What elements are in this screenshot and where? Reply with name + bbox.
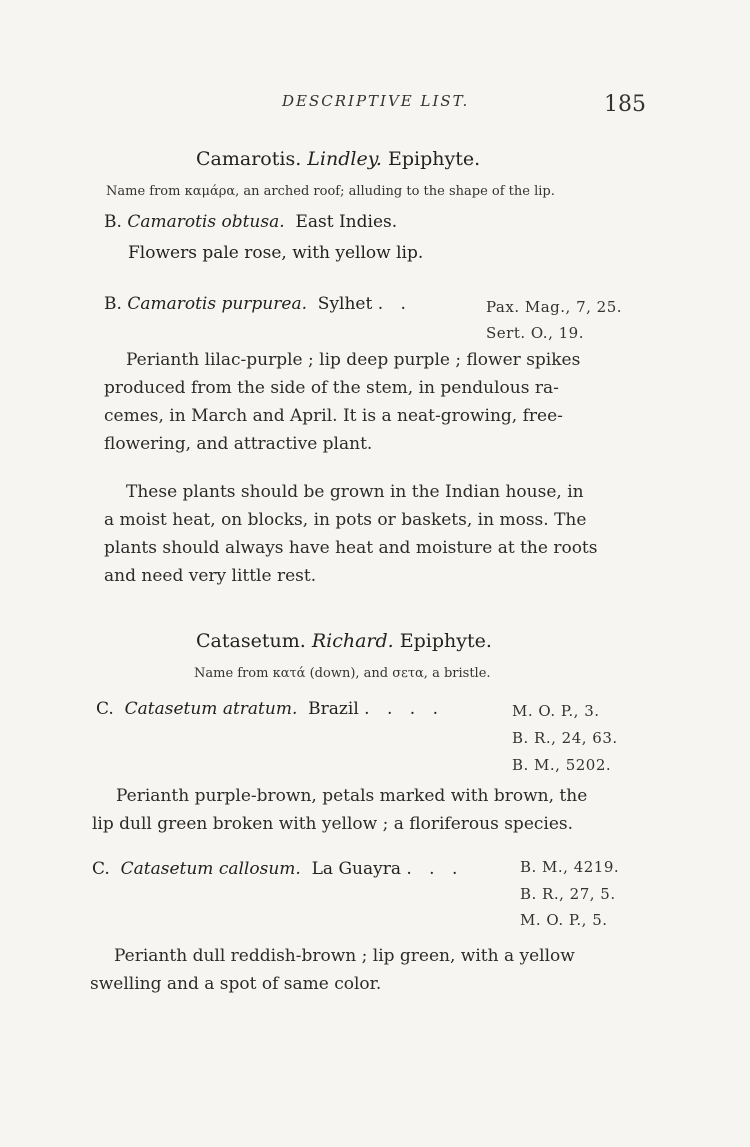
reference: B. R., 24, 63. — [512, 729, 618, 747]
species-name: Camarotis purpurea. — [127, 294, 307, 314]
text-line: a moist heat, on blocks, in pots or baskets, in moss. The — [104, 510, 587, 530]
species-prefix: C. — [96, 699, 114, 719]
text-line: cemes, in March and April. It is a neat-growing, free- — [104, 406, 563, 426]
leader-dots: . . — [377, 294, 412, 314]
etymology-catasetum: Name from κατά (down), and σετα, a bristle. — [194, 666, 491, 681]
text-line: Perianth dull reddish-brown ; lip green, with a yellow — [114, 946, 575, 966]
running-title: DESCRIPTIVE LIST. — [282, 92, 470, 110]
genus-authority: Lindley. — [307, 148, 382, 170]
species-prefix: B. — [104, 294, 122, 314]
species-name: Catasetum callosum. — [120, 859, 301, 879]
reference: B. R., 27, 5. — [520, 885, 616, 903]
text-line: flowering, and attractive plant. — [104, 434, 373, 454]
species-description-obtusa: Flowers pale rose, with yellow lip. — [128, 243, 424, 263]
reference: B. M., 5202. — [512, 756, 612, 774]
species-entry-obtusa — [104, 212, 397, 232]
species-name: Camarotis obtusa. — [127, 212, 285, 232]
species-description-callosum — [90, 942, 630, 998]
species-name: Catasetum atratum. — [124, 699, 298, 719]
text-line: and need very little rest. — [104, 566, 317, 586]
genus-habit: Epiphyte. — [399, 630, 492, 652]
text-line: produced from the side of the stem, in pendulous ra- — [104, 378, 559, 398]
genus-heading-catasetum — [196, 630, 492, 652]
species-locality: La Guayra — [311, 859, 401, 879]
text-line: Perianth lilac-purple ; lip deep purple ; flower spikes — [126, 350, 581, 370]
etymology-camarotis: Name from καμάρα, an arched roof; alluding to the shape of the lip. — [106, 184, 555, 199]
genus-heading-camarotis — [196, 148, 480, 170]
genus-name: Catasetum. — [196, 630, 306, 652]
genus-habit: Epiphyte. — [388, 148, 481, 170]
reference: M. O. P., 5. — [520, 911, 608, 929]
species-locality: Brazil — [308, 699, 359, 719]
species-locality: East Indies. — [295, 212, 398, 232]
reference: M. O. P., 3. — [512, 702, 600, 720]
page-number: 185 — [604, 92, 646, 117]
species-prefix: C. — [92, 859, 110, 879]
genus-name: Camarotis. — [196, 148, 302, 170]
leader-dots: . . . — [406, 859, 464, 879]
species-locality: Sylhet — [317, 294, 373, 314]
text-line: These plants should be grown in the Indian house, in — [126, 482, 584, 502]
leader-dots: . . . . — [364, 699, 444, 719]
reference: Pax. Mag., 7, 25. — [486, 298, 622, 316]
species-entry-purpurea — [104, 294, 412, 314]
species-description-atratum — [92, 782, 632, 838]
culture-paragraph — [104, 478, 636, 590]
species-entry-callosum — [92, 859, 463, 879]
species-entry-atratum — [96, 699, 444, 719]
text-line: lip dull green broken with yellow ; a floriferous species. — [92, 814, 574, 834]
text-line: Perianth purple-brown, petals marked with brown, the — [116, 786, 588, 806]
species-prefix: B. — [104, 212, 122, 232]
reference: Sert. O., 19. — [486, 324, 584, 342]
species-description-purpurea — [104, 346, 636, 458]
reference: B. M., 4219. — [520, 858, 620, 876]
text-line: plants should always have heat and moisture at the roots — [104, 538, 598, 558]
genus-authority: Richard. — [311, 630, 394, 652]
text-line: swelling and a spot of same color. — [90, 974, 382, 994]
